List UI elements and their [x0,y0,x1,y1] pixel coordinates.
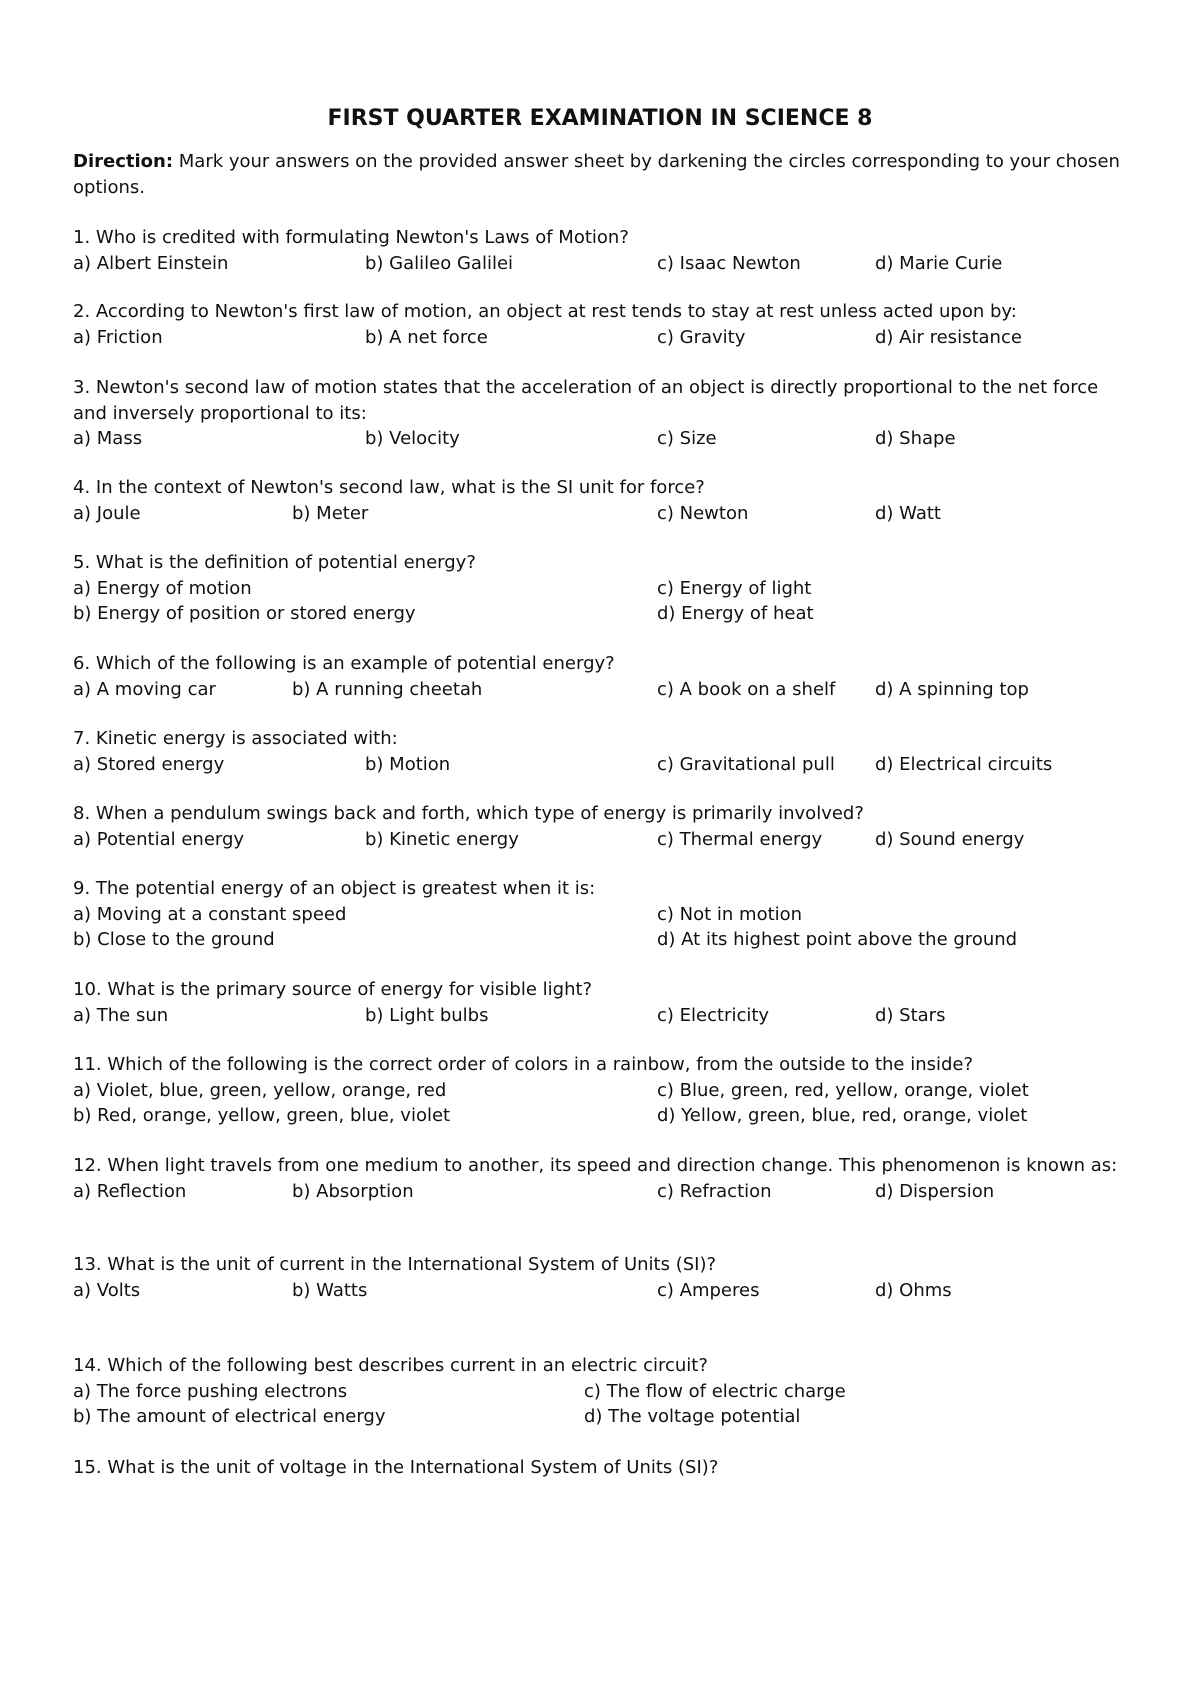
answer-option[interactable]: a) Friction [73,326,163,348]
options-row [73,253,1133,275]
answer-option[interactable]: d) Watt [875,502,941,524]
answer-option[interactable]: c) Size [657,428,717,449]
question-text [73,803,864,825]
question-number: 1. [73,227,96,248]
question-text [73,979,592,1001]
answer-option[interactable]: d) Energy of heat [657,603,814,624]
answer-option[interactable]: d) At its highest point above the ground [657,929,1018,950]
question-line: When a pendulum swings back and forth, which type of energy is primarily involved? [95,803,864,824]
question-line: Which of the following best describes current in an electric circuit? [107,1355,708,1376]
options-row [73,503,1133,525]
question-line: Which of the following is the correct order of colors in a rainbow, from the outside to the inside? [107,1054,974,1075]
options-row [73,1280,1133,1302]
direction-line-cont: options. [73,177,146,198]
question-number: 7. [73,728,96,749]
options-row [73,904,1133,926]
answer-option[interactable]: c) Electricity [657,1004,770,1026]
answer-option[interactable]: a) A moving car [73,678,216,700]
answer-option[interactable]: b) Galileo Galilei [365,252,514,274]
question-text [73,1054,973,1076]
options-row [73,754,1133,776]
question-line: Who is credited with formulating Newton's Laws of Motion? [95,227,629,248]
question-text [73,728,398,750]
answer-option[interactable]: d) The voltage potential [584,1406,801,1427]
question-line: Newton's second law of motion states that the acceleration of an object is directly proportional to the net force [95,377,1099,398]
answer-option[interactable]: a) Mass [73,428,143,449]
answer-option[interactable]: c) Amperes [657,1279,760,1301]
question-text [73,377,1098,399]
answer-option[interactable]: b) A running cheetah [292,678,483,700]
answer-option[interactable]: d) Sound energy [875,828,1025,850]
answer-option[interactable]: d) A spinning top [875,678,1029,700]
answer-option[interactable]: c) Blue, green, red, yellow, orange, violet [657,1079,1029,1101]
answer-option[interactable]: a) Reflection [73,1180,187,1202]
question-line: According to Newton's first law of motion, an object at rest tends to stay at rest unless acted upon by: [95,301,1017,322]
answer-option[interactable]: b) Energy of position or stored energy [73,603,416,624]
options-row [73,1381,1133,1403]
options-row [73,929,1133,951]
answer-option[interactable]: d) Marie Curie [875,252,1003,274]
answer-option[interactable]: b) Motion [365,753,451,775]
question-number: 6. [73,653,96,674]
answer-option[interactable]: d) Dispersion [875,1180,995,1202]
answer-option[interactable]: d) Shape [875,428,956,449]
answer-option[interactable]: b) Meter [292,502,369,524]
answer-option[interactable]: c) Not in motion [657,903,803,925]
question-text [73,301,1017,323]
question-line: and inversely proportional to its: [73,402,367,424]
question-text [73,653,615,675]
options-row [73,1080,1133,1102]
options-row [73,1406,1133,1428]
options-row [73,603,1133,625]
answer-option[interactable]: c) Thermal energy [657,828,823,850]
question-line: What is the unit of voltage in the International System of Units (SI)? [107,1457,719,1478]
answer-option[interactable]: d) Yellow, green, blue, red, orange, violet [657,1105,1028,1126]
answer-option[interactable]: c) Energy of light [657,577,812,599]
question-number: 4. [73,477,96,498]
answer-option[interactable]: a) Moving at a constant speed [73,903,347,925]
page-title: FIRST QUARTER EXAMINATION IN SCIENCE 8 [327,106,873,131]
question-line: What is the primary source of energy for visible light? [107,979,593,1000]
options-row [73,829,1133,851]
answer-option[interactable]: b) Absorption [292,1180,414,1202]
answer-option[interactable]: b) Red, orange, yellow, green, blue, violet [73,1105,451,1126]
question-number: 12. [73,1155,108,1176]
answer-option[interactable]: c) The flow of electric charge [584,1380,846,1402]
answer-option[interactable]: b) Velocity [365,428,460,449]
answer-option[interactable]: c) Isaac Newton [657,252,801,274]
question-text [73,1355,708,1377]
options-row [73,578,1133,600]
answer-option[interactable]: a) Joule [73,502,141,524]
question-text [73,227,629,249]
question-text-cont [73,403,367,425]
direction-label: Direction: [73,151,174,172]
answer-option[interactable]: b) A net force [365,326,488,348]
options-row [73,1181,1133,1203]
question-number: 14. [73,1355,108,1376]
question-number: 9. [73,878,96,899]
answer-option[interactable]: d) Air resistance [875,326,1022,348]
answer-option[interactable]: d) Stars [875,1004,946,1026]
answer-option[interactable]: a) The force pushing electrons [73,1380,348,1402]
answer-option[interactable]: a) Stored energy [73,753,225,775]
question-text [73,1254,716,1276]
question-text [73,477,705,499]
answer-option[interactable]: a) Energy of motion [73,577,252,599]
question-line: Kinetic energy is associated with: [95,728,398,749]
options-row [73,1105,1133,1127]
answer-option[interactable]: c) Refraction [657,1180,772,1202]
answer-option[interactable]: a) Potential energy [73,828,245,850]
question-text [73,1155,1117,1177]
options-row [73,428,1133,450]
answer-option[interactable]: c) Gravitational pull [657,753,835,775]
answer-option[interactable]: b) The amount of electrical energy [73,1406,386,1427]
question-number: 2. [73,301,96,322]
question-line: The potential energy of an object is greatest when it is: [95,878,596,899]
answer-option[interactable]: c) Gravity [657,326,746,348]
answer-option[interactable]: d) Ohms [875,1279,952,1301]
question-number: 13. [73,1254,108,1275]
options-row [73,679,1133,701]
question-number: 15. [73,1457,108,1478]
answer-option[interactable]: b) Watts [292,1279,368,1301]
question-text [73,878,595,900]
answer-option[interactable]: a) Albert Einstein [73,252,229,274]
question-line: What is the definition of potential energy? [95,552,476,573]
direction-line [73,151,1120,173]
answer-option[interactable]: a) Volts [73,1279,141,1301]
question-number: 8. [73,803,96,824]
answer-option[interactable]: a) Violet, blue, green, yellow, orange, red [73,1079,447,1101]
options-row [73,1005,1133,1027]
question-number: 10. [73,979,108,1000]
direction-text: Mark your answers on the provided answer sheet by darkening the circles corresponding to your chosen [173,151,1120,172]
answer-option[interactable]: b) Light bulbs [365,1004,489,1026]
answer-option[interactable]: c) A book on a shelf [657,678,836,700]
question-number: 3. [73,377,96,398]
options-row [73,327,1133,349]
question-number: 11. [73,1054,108,1075]
question-line: In the context of Newton's second law, what is the SI unit for force? [95,477,705,498]
answer-option[interactable]: d) Electrical circuits [875,753,1053,775]
question-text [73,552,476,574]
question-number: 5. [73,552,96,573]
answer-option[interactable]: b) Kinetic energy [365,828,519,850]
question-line: Which of the following is an example of potential energy? [95,653,615,674]
question-text [73,1457,718,1479]
answer-option[interactable]: a) The sun [73,1004,169,1026]
question-line: What is the unit of current in the International System of Units (SI)? [107,1254,717,1275]
question-line: When light travels from one medium to another, its speed and direction change. This phenomenon is known as: [107,1155,1118,1176]
answer-option[interactable]: c) Newton [657,502,749,524]
answer-option[interactable]: b) Close to the ground [73,929,275,950]
